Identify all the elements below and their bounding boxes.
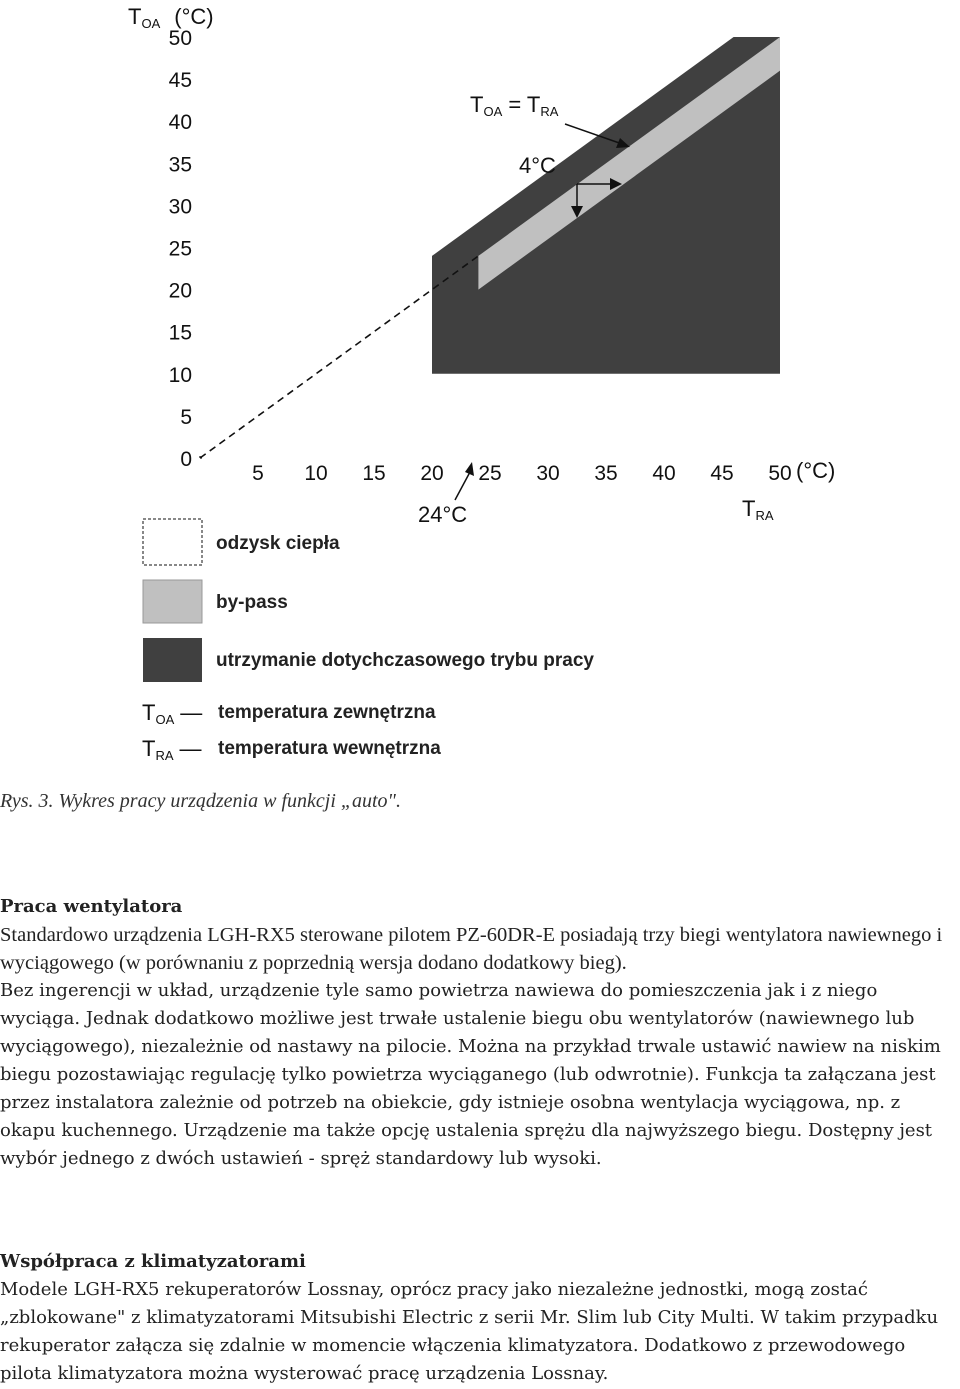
ac-heading: Współpraca z klimatyzatorami <box>0 1251 306 1272</box>
legend-toa-symbol: TOA — <box>142 700 203 727</box>
legend-swatch-heat-recovery <box>143 519 202 565</box>
y-axis-title: TOA (°C) <box>128 4 214 31</box>
threshold-arrow-head <box>465 462 474 476</box>
x-tick-label: 10 <box>304 462 328 485</box>
x-tick-label: 30 <box>536 462 560 485</box>
threshold-arrow-line <box>455 472 470 500</box>
y-tick-label: 50 <box>168 27 192 50</box>
x-axis-title: TRA <box>742 496 774 523</box>
y-tick-label: 0 <box>180 448 192 471</box>
y-tick-label: 10 <box>168 363 192 387</box>
threshold-label: 24°C <box>418 502 468 527</box>
legend-swatch-bypass <box>143 580 202 623</box>
y-tick-label: 25 <box>168 237 192 261</box>
y-tick-label: 20 <box>168 279 192 303</box>
x-tick-label: 50 <box>768 462 792 485</box>
y-tick-label: 35 <box>168 153 192 177</box>
legend-tra-desc: temperatura wewnętrzna <box>218 738 441 759</box>
fan-section <box>0 893 960 1173</box>
equality-label: TOA = TRA <box>470 92 559 119</box>
legend-swatch-hold <box>143 638 202 682</box>
x-tick-label: 35 <box>594 462 618 485</box>
ac-body: Modele LGH-RX5 rekuperatorów Lossnay, oprócz pracy jako niezależne jednostki, mogą zostać „zblokowane" z klimatyzatorami Mitsubishi Electric z serii Mr. Slim lub City Multi. W takim przypadku rekuperator załącza się zdalnie w momencie włączenia klimatyzatora. Dodatkowo z przewodowego pilota klimatyzatora można wysterować pracę urządzenia Lossnay. <box>0 1279 939 1384</box>
y-tick-label: 40 <box>168 111 192 135</box>
y-tick-label: 45 <box>168 69 192 93</box>
x-tick-label: 15 <box>362 462 386 485</box>
fan-body: Bez ingerencji w układ, urządzenie tyle samo powietrza nawiewa do pomieszczenia jak i z niego wyciąga. Jednak dodatkowo możliwe jest trwałe ustalenie biegu obu wentylatorów (nawiewnego lub wyciągowego), niezależnie od nastawy na pilocie. Można na przykład trwale ustawić nawiew na niskim biegu pozostawiając regulację tylko powietrza wyciąganego (lub odwrotnie). Funkcja ta załączana jest przez instalatora zależnie od potrzeb na obiekcie, gdy istnieje osobna wentylacja wyciągowa, np. z okapu kuchennego. Urządzenie ma także opcję ustalenia sprężu dla najwyższego biegu. Dostępny jest wybór jednego z dwóch ustawień - spręż standardowy lub wysoki. <box>0 980 941 1169</box>
fan-heading: Praca wentylatora <box>0 896 183 917</box>
ac-section <box>0 1248 960 1388</box>
y-tick-label: 30 <box>168 195 192 219</box>
x-axis-unit: (°C) <box>796 458 836 483</box>
offset-label: 4°C <box>519 153 556 178</box>
x-tick-label: 20 <box>420 462 444 485</box>
x-tick-label: 5 <box>252 462 264 485</box>
x-tick-label: 25 <box>478 462 502 485</box>
legend-tra-symbol: TRA — <box>142 736 202 763</box>
fan-intro: Standardowo urządzenia LGH-RX5 sterowane pilotem PZ-60DR-E posiadają trzy biegi wentylatora nawiewnego i wyciągowego (w porównaniu z poprzednią wersja dodano dodatkowy bieg). <box>0 924 943 974</box>
figure-caption: Rys. 3. Wykres pracy urządzenia w funkcji „auto". <box>0 790 401 812</box>
legend-toa-desc: temperatura zewnętrzna <box>218 702 436 723</box>
legend <box>142 519 594 763</box>
y-tick-label: 5 <box>180 405 192 429</box>
x-tick-label: 45 <box>710 462 734 485</box>
legend-heat-recovery: odzysk ciepła <box>216 533 340 554</box>
x-tick-label: 40 <box>652 462 676 485</box>
legend-bypass: by-pass <box>216 592 288 613</box>
y-tick-label: 15 <box>168 321 192 345</box>
legend-hold-mode: utrzymanie dotychczasowego trybu pracy <box>216 650 594 671</box>
